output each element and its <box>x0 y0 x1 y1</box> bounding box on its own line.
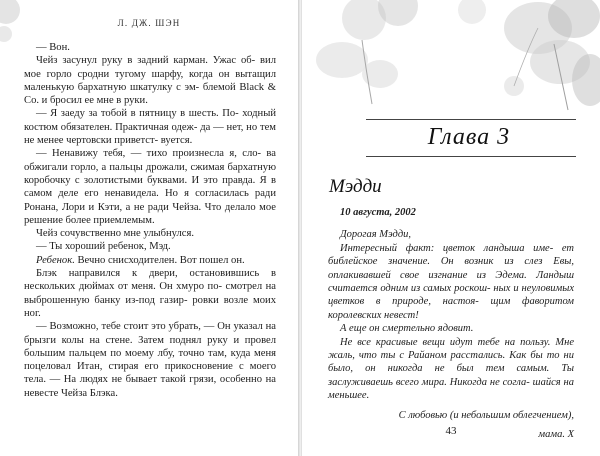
paragraph: — Ненавижу тебя, — тихо произнесла я, сло- ва обжигали горло, а пальцы дрожали, сжимая бархатную коробочку с золотистыми буквами. И это правда. Я в самом деле его ненавидела. Но я согласилась ради Ронана, Лори и Кэти, а не ради Чейза. Что делало мое решение более приемлемым. <box>24 148 276 226</box>
letter <box>328 206 574 442</box>
letter-paragraph: Не все красивые вещи идут тебе на пользу. Мне жаль, что ты с Райаном расстались. Как бы то ни было, он никогда не был тем самым. Ты заслуживаешь всего мира. Никогда не согла- шайся на меньшее. <box>328 336 574 402</box>
chapter-title: Глава 3 <box>427 124 511 150</box>
left-page <box>0 0 298 456</box>
paragraph: — Вон. <box>36 42 70 53</box>
left-body-text <box>24 41 276 400</box>
page-number: 43 <box>445 425 457 437</box>
paragraph-emphasis: Ребенок. Вечно снисходителен. Вот пошел он. <box>36 254 245 266</box>
letter-signature-line: С любовью (и небольшим облегчением), <box>398 409 574 421</box>
letter-signature-name: мама. X <box>538 429 574 441</box>
emphasized-word: Ребенок. <box>36 254 75 266</box>
flower-decoration <box>302 0 600 112</box>
paragraph: — Ты хороший ребенок, Мэд. <box>36 241 171 253</box>
chapter-pov-name: Мэдди <box>329 176 382 197</box>
chapter-rule-bottom <box>366 156 576 157</box>
right-page <box>302 0 600 456</box>
letter-paragraph: Интересный факт: цветок ландыша име- ет библейское значение. Он возник из слез Евы, оплакивавшей свое изгнание из Эдема. Ландыш считается одним из самых роскош- ных и неуловимых цветков в природе, настоя- щим фаворитом королевских невест! <box>328 242 574 321</box>
paragraph: — Возможно, тебе стоит это убрать, — Он указал на брызги колы на стене. Затем поднял руку и провел большим пальцем по моему лбу, точно там, куда меня поцеловал Итан, стирая его прикосновение с моего тела. — На людях не бывает такой грязи, особенно на невесте Чейза Блэка. <box>24 321 276 399</box>
paragraph: — Я заеду за тобой в пятницу в шесть. По- ходный костюм обязателен. Практичная одеж- да — нет, но тем не менее чертовски приветст- вуется. <box>24 108 276 147</box>
chapter-rule-top <box>366 119 576 120</box>
letter-date: 10 августа, 2002 <box>340 207 416 218</box>
paragraph: Блэк направился к двери, остановившись в нескольких дюймах от меня. Он хмуро по- смотрел на выброшенную банку из-под газир- ровки возле моих ног. <box>24 268 276 319</box>
running-head: Л. ДЖ. ШЭН <box>117 18 181 28</box>
paragraph: Чейз засунул руку в задний карман. Ужас об- вил мое горло сродни тугому шарфу, когда он вытащил маленькую бархатную шкатулку с эм- блемой Black & Co. и бросил ее мне в руки. <box>24 55 276 107</box>
letter-greeting: Дорогая Мэдди, <box>340 229 412 241</box>
paragraph: Чейз сочувственно мне улыбнулся. <box>36 228 194 240</box>
letter-paragraph: А еще он смертельно ядовит. <box>340 323 474 335</box>
